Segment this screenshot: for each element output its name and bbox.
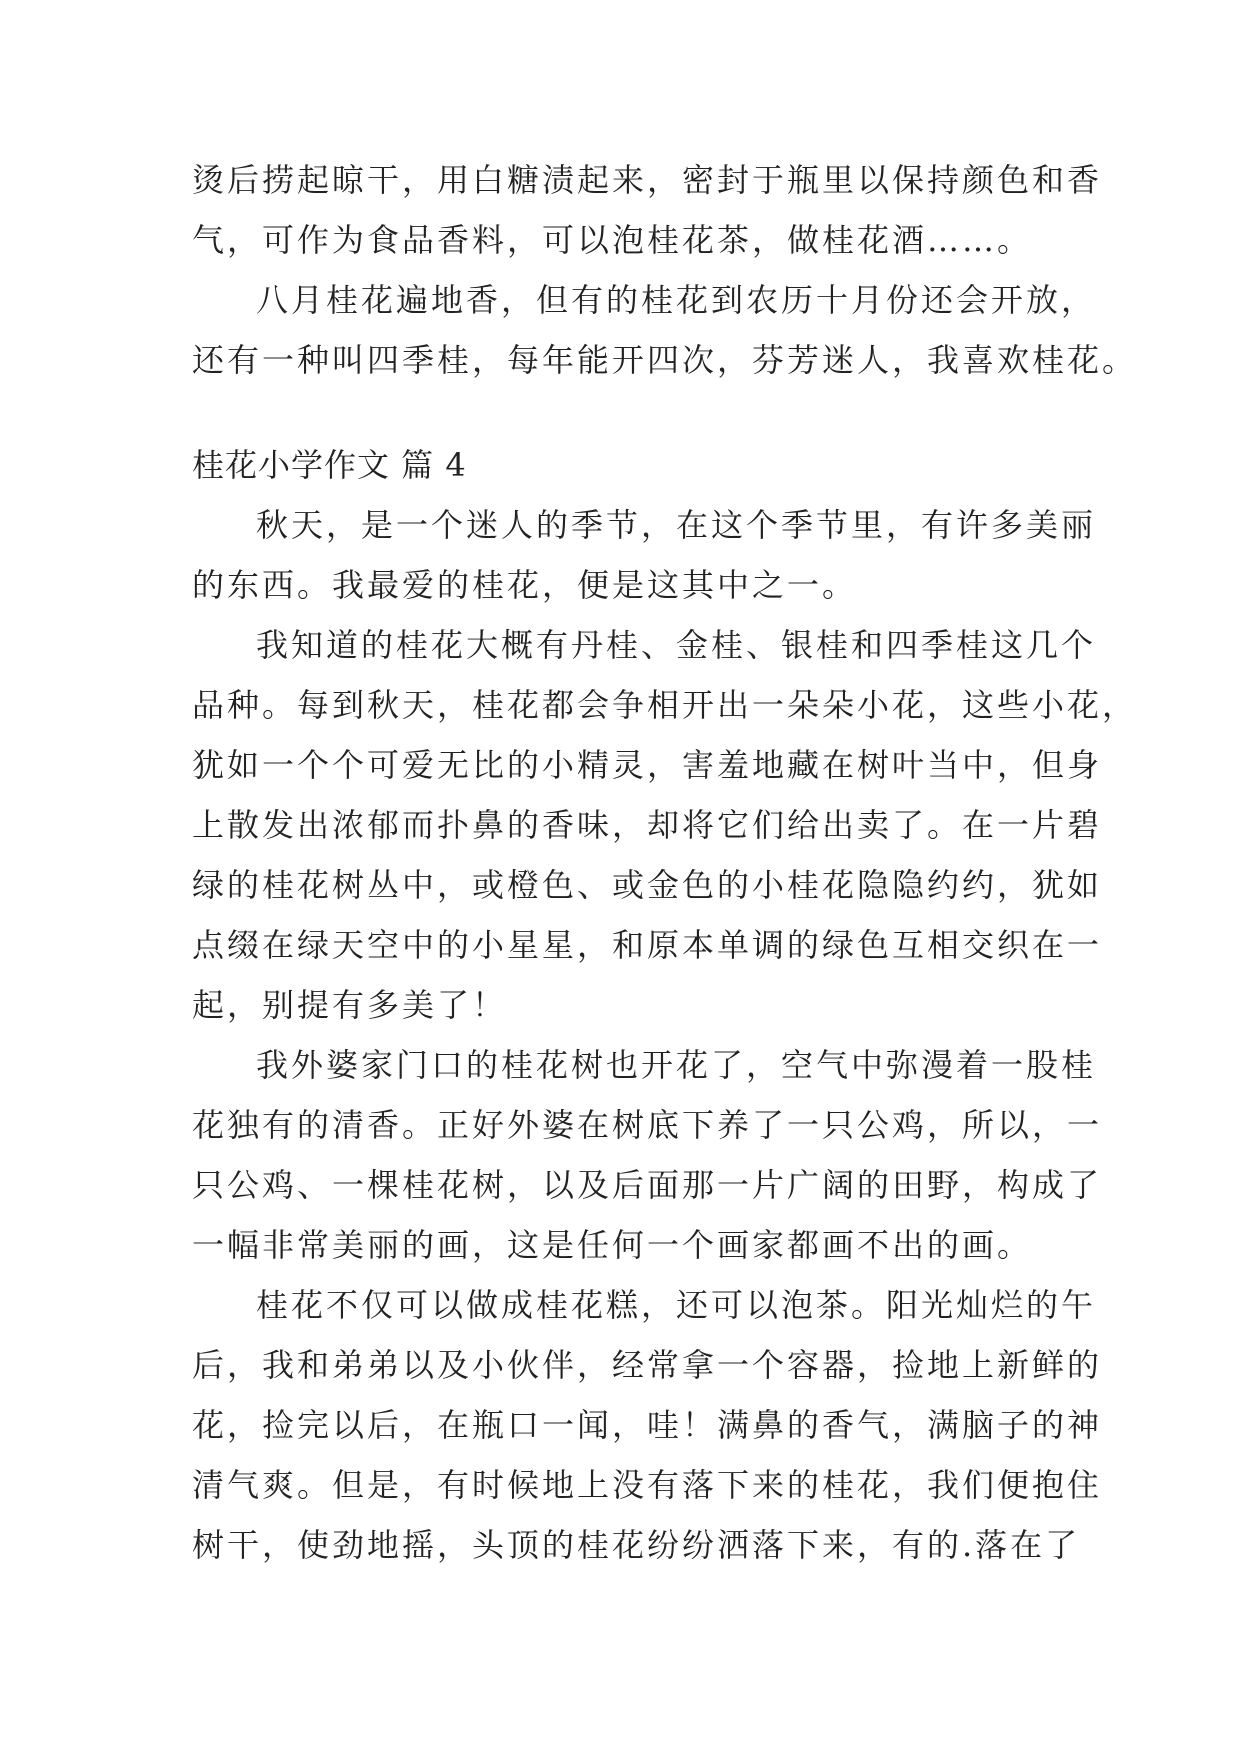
text-line: 后，我和弟弟以及小伙伴，经常拿一个容器，捡地上新鲜的 [192, 1346, 1103, 1384]
text-line: 烫后捞起晾干，用白糖渍起来，密封于瓶里以保持颜色和香 [192, 161, 1103, 199]
text-line: 绿的桂花树丛中，或橙色、或金色的小桂花隐隐约约，犹如 [192, 866, 1103, 904]
text-line: 树干，使劲地摇，头顶的桂花纷纷洒落下来，有的.落在了 [192, 1526, 1081, 1564]
text-line: 花独有的清香。正好外婆在树底下养了一只公鸡，所以，一 [192, 1106, 1103, 1144]
paragraph-start: 我知道的桂花大概有丹桂、金桂、银桂和四季桂这几个 [256, 626, 1097, 664]
text-line: 一幅非常美丽的画，这是任何一个画家都画不出的画。 [192, 1226, 1033, 1264]
paragraph-start: 桂花不仅可以做成桂花糕，还可以泡茶。阳光灿烂的午 [256, 1286, 1097, 1324]
paragraph-start: 我外婆家门口的桂花树也开花了，空气中弥漫着一股桂 [256, 1046, 1097, 1084]
text-line: 还有一种叫四季桂，每年能开四次，芬芳迷人，我喜欢桂花。 [192, 341, 1138, 379]
text-line: 上散发出浓郁而扑鼻的香味，却将它们给出卖了。在一片碧 [192, 806, 1103, 844]
text-line: 犹如一个个可爱无比的小精灵，害羞地藏在树叶当中，但身 [192, 746, 1103, 784]
text-line: 清气爽。但是，有时候地上没有落下来的桂花，我们便抱住 [192, 1466, 1103, 1504]
paragraph-start: 八月桂花遍地香，但有的桂花到农历十月份还会开放， [256, 281, 1097, 319]
text-line: 品种。每到秋天，桂花都会争相开出一朵朵小花，这些小花， [192, 686, 1138, 724]
text-line: 点缀在绿天空中的小星星，和原本单调的绿色互相交织在一 [192, 926, 1103, 964]
paragraph-start: 秋天，是一个迷人的季节，在这个季节里，有许多美丽 [256, 506, 1097, 544]
text-line: 花，捡完以后，在瓶口一闻，哇！满鼻的香气，满脑子的神 [192, 1406, 1103, 1444]
section-heading: 桂花小学作文 篇 4 [192, 446, 467, 484]
text-line: 的东西。我最爱的桂花，便是这其中之一。 [192, 566, 858, 604]
text-line: 气，可作为食品香料，可以泡桂花茶，做桂花酒……。 [192, 221, 1033, 259]
text-line: 只公鸡、一棵桂花树，以及后面那一片广阔的田野，构成了 [192, 1166, 1103, 1204]
text-line: 起，别提有多美了！ [192, 986, 508, 1024]
